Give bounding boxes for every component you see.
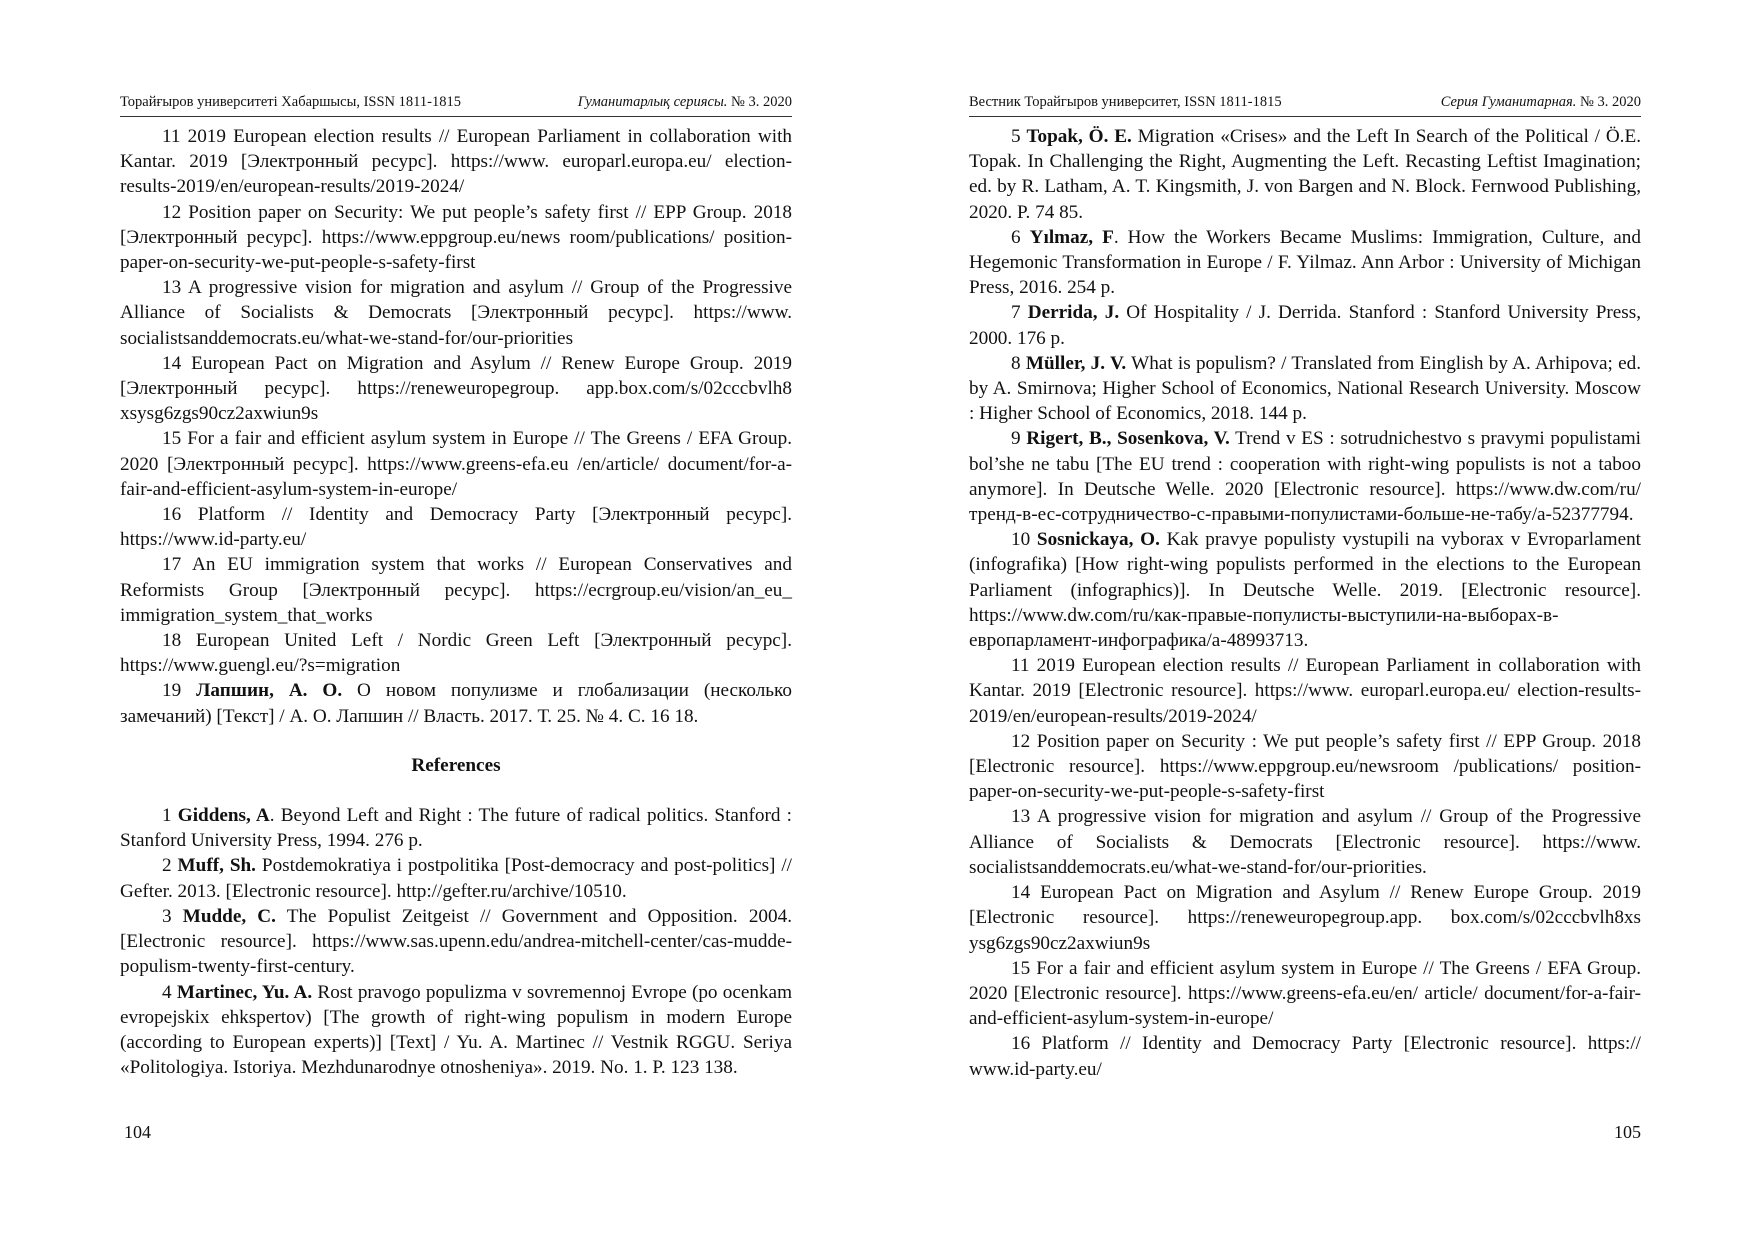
entry-author: Giddens, A	[177, 805, 270, 827]
entry-number: 1	[162, 805, 172, 827]
journal-title: Торайғыров университеті Хабаршысы, ISSN 1811-1815	[120, 94, 461, 110]
entry-number: 7	[1011, 302, 1021, 324]
entry-number: 10	[1011, 529, 1031, 551]
entry-number: 15	[162, 428, 182, 450]
reference-entry	[120, 426, 792, 502]
references-list	[969, 124, 1641, 1082]
series-name: Гуманитарлық сериясы.	[577, 94, 728, 110]
entry-number: 18	[162, 630, 182, 652]
entry-text: Postdemokratiya i postpolitika [Post-democracy and post-politics] // Gefter. 2013. [Electronic resource]. http://gefter.ru/archive/10510.	[120, 855, 793, 902]
entry-author: Müller, J. V.	[1025, 352, 1127, 374]
reference-entry	[120, 124, 792, 200]
entry-author: Mudde, C.	[182, 905, 276, 927]
entry-number: 4	[162, 981, 172, 1003]
reference-entry	[120, 502, 792, 552]
entry-text: 2019 European election results // European Parliament in collaboration with Kantar. 2019 [Electronic resource]. https://www. europarl.europa.eu/ election-results-2019/en/european-results/2019-2024/	[969, 655, 1641, 727]
reference-entry	[969, 124, 1641, 225]
entry-number: 5	[1011, 126, 1021, 147]
entry-text: . Beyond Left and Right : The future of radical politics. Stanford : Stanford University Press, 1994. 276 p.	[120, 805, 792, 852]
reference-entry	[969, 426, 1641, 527]
reference-entry	[969, 653, 1641, 729]
entry-number: 17	[162, 554, 182, 576]
entry-text: For a fair and efficient asylum system in Europe // The Greens / EFA Group. 2020 [Electronic resource]. https://www.greens-efa.eu/en/ article/ document/for-a-fair-and-efficient-asylum-system-in-europe/	[969, 957, 1641, 1030]
entry-text: European Pact on Migration and Asylum // Renew Europe Group. 2019 [Электронный ресурс]. https://reneweuropegroup. app.box.com/s/02cccbvlh8 xsysg6zgs90cz2axwiun9s	[120, 352, 792, 425]
reference-entry	[120, 980, 792, 1081]
entry-number: 15	[1011, 957, 1031, 979]
entry-text: What is populism? / Translated from Einglish by A. Arhipova; ed. by A. Smirnova; Higher School of Economics, National Research University. Moscow : Higher School of Economics, 2018. 144 p.	[969, 352, 1642, 425]
reference-entry	[969, 804, 1641, 880]
entry-author: Sosnickaya, O.	[1036, 529, 1160, 551]
reference-entry	[120, 275, 792, 351]
entry-text: Platform // Identity and Democracy Party [Electronic resource]. https:// www.id-party.eu/	[969, 1033, 1642, 1080]
entry-number: 16	[1011, 1033, 1031, 1055]
running-header	[120, 92, 792, 117]
reference-entry	[120, 904, 792, 980]
series-info	[1441, 94, 1641, 111]
entry-text: Kak pravye populisty vystupili na vyborax v Evroparlament (infografika) [How right-wing populists performed in the elections to the European Parliament (infographics)]. In Deutsche Welle. 2019. [Electronic resource]. https://www.dw.com/ru/как-правые-популисты-выступили-на-выборах-в-европарламент-инфографика/a-48993713.	[969, 529, 1642, 652]
entry-author: Martinec, Yu. A.	[176, 981, 313, 1003]
entry-author: Topak, Ö. E.	[1026, 126, 1132, 147]
entry-number: 9	[1011, 428, 1021, 450]
entry-text: A progressive vision for migration and asylum // Group of the Progressive Alliance of Socialists & Democrats [Electronic resource]. https://www. socialistsanddemocrats.eu/what-we-stand-for/our-priorities.	[969, 806, 1641, 878]
entry-text: The Populist Zeitgeist // Government and Opposition. 2004. [Electronic resource]. https://www.sas.upenn.edu/andrea-mitchell-center/cas-mudde-populism-twenty-first-century.	[120, 905, 792, 978]
entry-number: 13	[1011, 806, 1031, 828]
reference-entry	[969, 956, 1641, 1032]
journal-title: Вестник Торайгыров университет, ISSN 1811-1815	[969, 94, 1282, 110]
reference-entry	[969, 729, 1641, 805]
reference-entry	[120, 200, 792, 276]
page-number: 105	[1614, 1122, 1641, 1142]
entry-text: . How the Workers Became Muslims: Immigration, Culture, and Hegemonic Transformation in Europe / F. Yilmaz. Ann Arbor : University of Michigan Press, 2016. 254 p.	[969, 226, 1641, 299]
reference-entry	[969, 1031, 1641, 1081]
entry-author: Лапшин, А. О.	[196, 680, 343, 702]
reference-entry	[120, 853, 792, 903]
entry-text: Rost pravogo populizma v sovremennoj Evrope (po ocenkam evropejskix ehkspertov) [The growth of right-wing populism in modern Europe (according to European experts)] [Text] / Yu. A. Martinec // Vestnik RGGU. Seriya «Politologiya. Istoriya. Mezhdunarodnye otnosheniya». 2019. No. 1. P. 123 138.	[120, 981, 793, 1079]
reference-entry	[120, 803, 792, 853]
entry-text: For a fair and efficient asylum system in Europe // The Greens / EFA Group. 2020 [Электронный ресурс]. https://www.greens-efa.eu /en/article/ document/for-a-fair-and-efficient-asylum-system-in-europe/	[120, 428, 792, 500]
page-body	[969, 124, 1641, 1082]
reference-entry	[120, 628, 792, 678]
entry-number: 19	[162, 680, 182, 702]
series-info	[578, 94, 792, 111]
page-body	[120, 124, 792, 1080]
page-number: 104	[124, 1122, 151, 1142]
entry-number: 16	[162, 504, 182, 526]
references-heading: References	[411, 754, 501, 776]
entry-text: An EU immigration system that works // European Conservatives and Reformists Group [Электронный ресурс]. https://ecrgroup.eu/vision/an_eu_ immigration_system_that_works	[120, 554, 792, 626]
entry-number: 11	[1011, 655, 1030, 677]
bibliography-list	[120, 124, 792, 729]
reference-entry	[120, 351, 792, 427]
issue-number: № 3. 2020	[1580, 94, 1641, 110]
series-name: Серия Гуманитарная.	[1440, 94, 1577, 110]
entry-number: 8	[1011, 352, 1021, 374]
entry-number: 3	[162, 905, 172, 927]
entry-number: 14	[1011, 882, 1031, 904]
entry-text: Migration «Crises» and the Left In Search of the Political / Ö.E. Topak. In Challenging the Right, Augmenting the Left. Recasting Leftist Imagination; ed. by R. Latham, A. T. Kingsmith, J. von Bargen and N. Block. Fernwood Publishing, 2020. P. 74 85.	[969, 126, 1641, 223]
entry-author: Muff, Sh.	[177, 855, 256, 877]
entry-number: 13	[162, 277, 182, 299]
entry-text: European United Left / Nordic Green Left [Электронный ресурс]. https://www.guengl.eu/?s=migration	[120, 630, 792, 677]
entry-text: 2019 European election results // European Parliament in collaboration with Kantar. 2019 [Электронный ресурс]. https://www. europarl.europa.eu/ election-results-2019/en/european-results/2019-2024/	[120, 126, 792, 198]
reference-entry	[969, 527, 1641, 653]
reference-entry	[969, 351, 1641, 427]
reference-entry	[969, 880, 1641, 956]
entry-text: Of Hospitality / J. Derrida. Stanford : Stanford University Press, 2000. 176 p.	[969, 302, 1642, 349]
entry-number: 12	[1011, 730, 1031, 752]
reference-entry	[969, 300, 1641, 350]
issue-number: № 3. 2020	[731, 94, 792, 110]
entry-author: Rigert, B., Sosenkova, V.	[1026, 428, 1230, 450]
entry-number: 11	[162, 126, 181, 147]
entry-number: 14	[162, 352, 182, 374]
entry-number: 6	[1011, 226, 1021, 248]
entry-text: Platform // Identity and Democracy Party [Электронный ресурс]. https://www.id-party.eu/	[120, 504, 793, 551]
entry-number: 2	[162, 855, 172, 877]
entry-text: Position paper on Security : We put people’s safety first // EPP Group. 2018 [Electronic resource]. https://www.eppgroup.eu/newsroom /publications/ position-paper-on-security-we-put-people-s-safety-first	[969, 730, 1642, 803]
entry-author: Yılmaz, F	[1029, 226, 1114, 248]
entry-number: 12	[162, 201, 182, 223]
running-header	[969, 92, 1641, 117]
entry-author: Derrida, J.	[1027, 302, 1120, 324]
reference-entry	[120, 678, 792, 728]
entry-text: A progressive vision for migration and asylum // Group of the Progressive Alliance of Socialists & Democrats [Электронный ресурс]. https://www. socialistsanddemocrats.eu/what-we-stand-for/our-priorities	[120, 277, 792, 349]
entry-text: О новом популизме и глобализации (несколько замечаний) [Текст] / А. О. Лапшин // Власть. 2017. Т. 25. № 4. С. 16 18.	[120, 680, 792, 727]
entry-text: Position paper on Security: We put people’s safety first // EPP Group. 2018 [Электронный ресурс]. https://www.eppgroup.eu/news room/publications/ position-paper-on-security-we-put-people-s-safety-first	[120, 201, 793, 274]
entry-text: European Pact on Migration and Asylum // Renew Europe Group. 2019 [Electronic resource]. https://reneweuropegroup.app. box.com/s/02cccbvlh8xs ysg6zgs90cz2axwiun9s	[969, 882, 1641, 954]
reference-entry	[120, 552, 792, 628]
entry-text: Trend v ES : sotrudnichestvo s pravymi populistami bol’she ne tabu [The EU trend : cooperation with right-wing populists is not a taboo anymore]. In Deutsche Welle. 2020 [Electronic resource]. https://www.dw.com/ru/тренд-в-ес-сотрудничество-с-правыми-популистами-больше-не-табу/a-52377794.	[969, 428, 1641, 526]
reference-entry	[969, 225, 1641, 301]
references-list	[120, 803, 792, 1080]
